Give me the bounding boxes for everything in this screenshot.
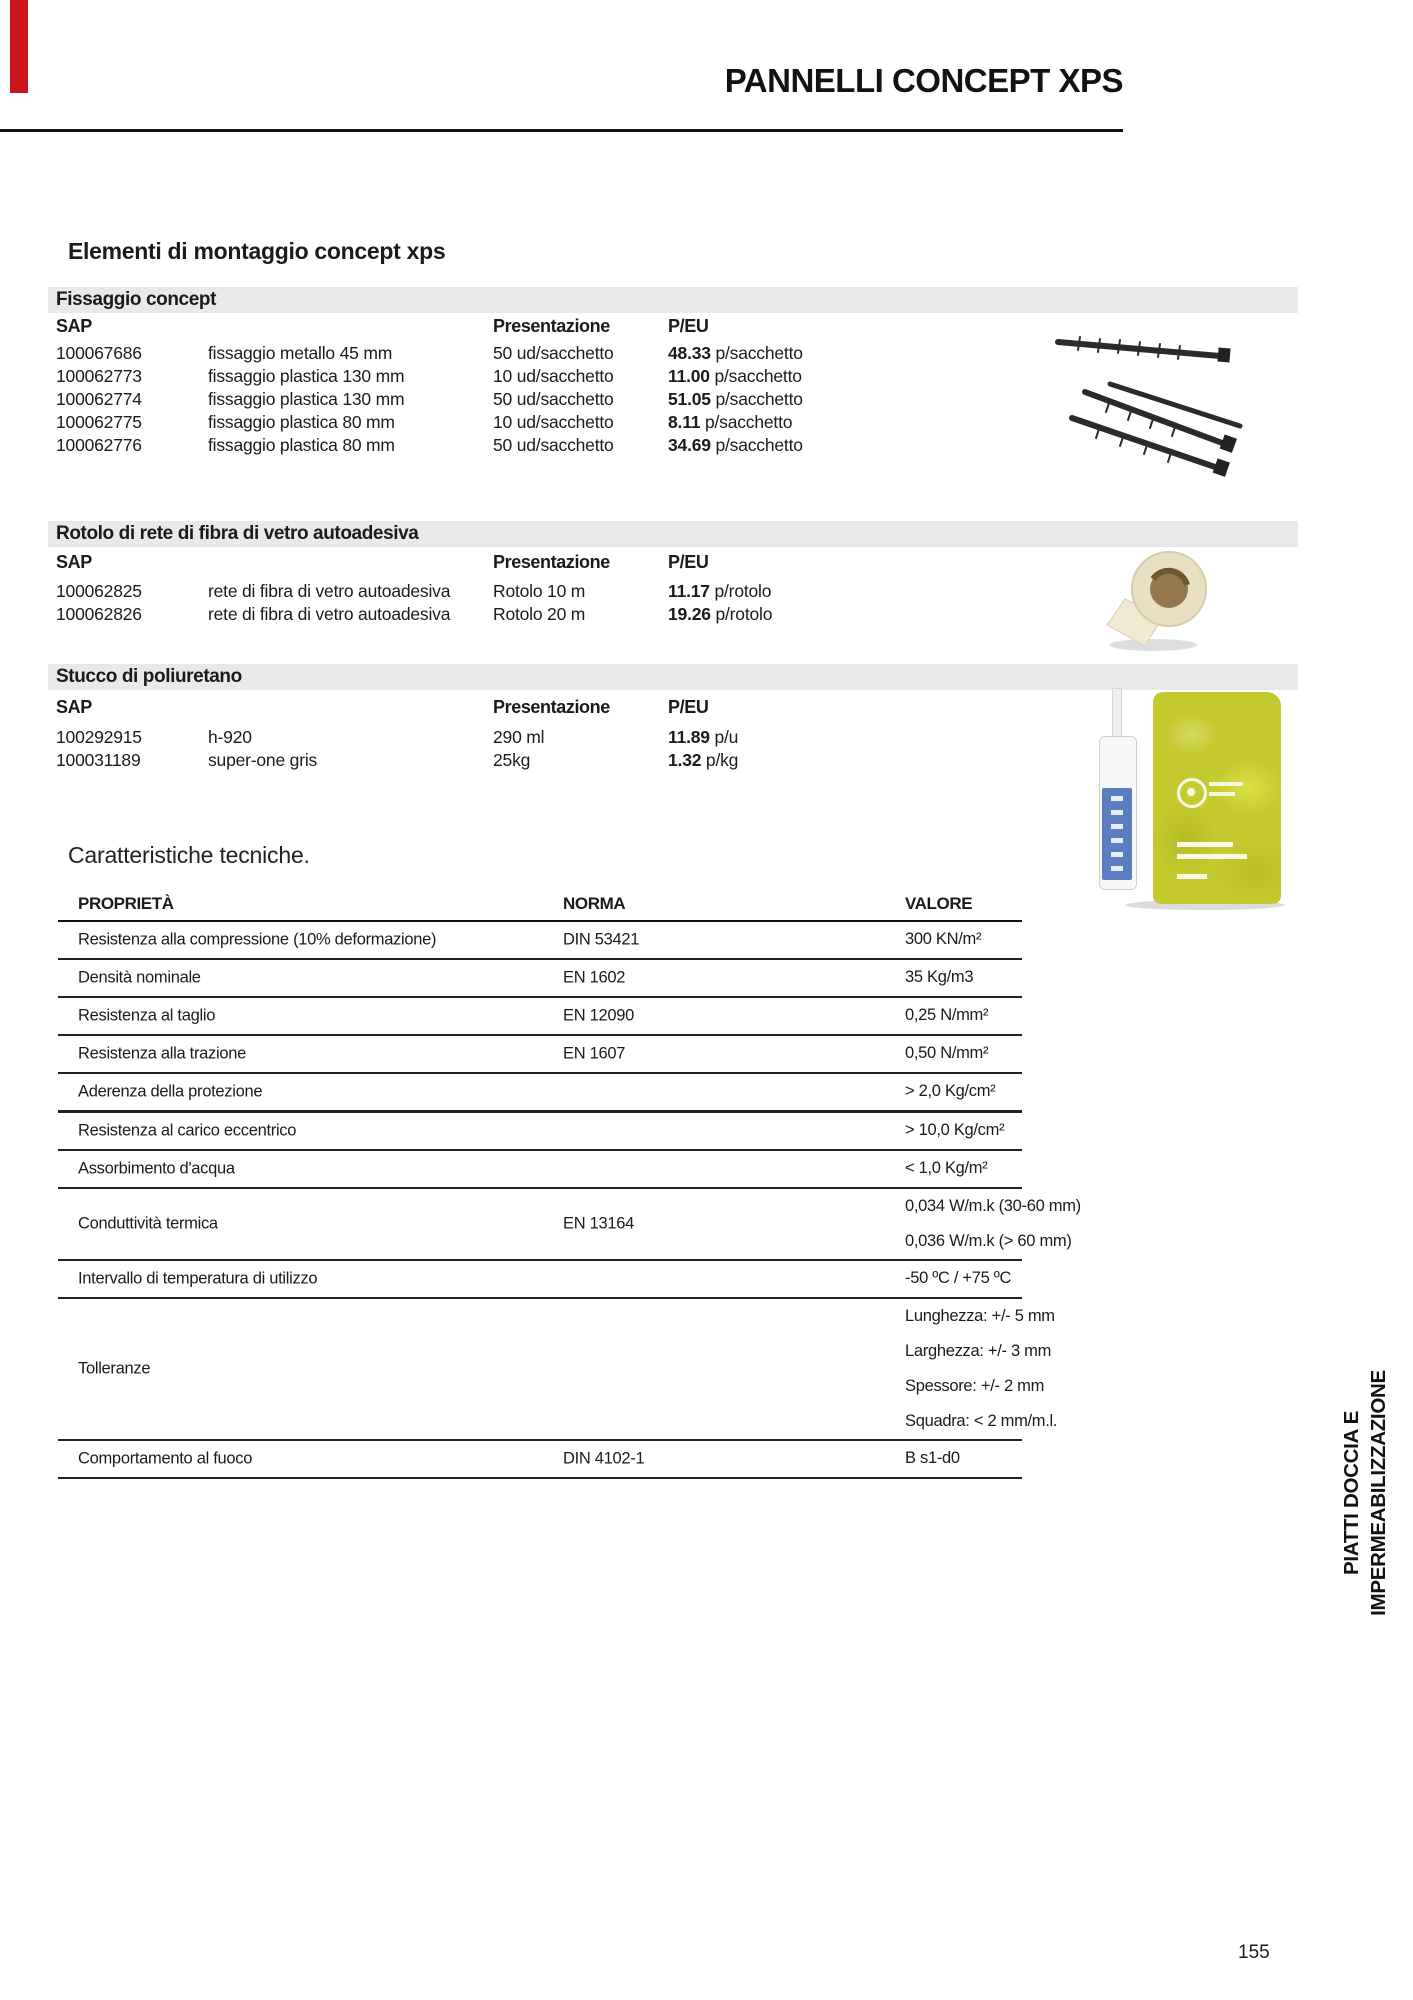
tech-row: [58, 1113, 1022, 1151]
col-sap: SAP: [56, 552, 92, 572]
sap-code: 100062773: [56, 366, 142, 386]
presentation: 10 ud/sacchetto: [493, 412, 614, 432]
presentation: 290 ml: [493, 727, 545, 747]
product-description: fissaggio plastica 130 mm: [208, 366, 405, 386]
tech-property: Resistenza alla trazione: [78, 1044, 246, 1063]
tech-value-line: Lunghezza: +/- 5 mm: [905, 1307, 1055, 1325]
tech-row: [58, 1151, 1022, 1189]
tech-value-line: > 2,0 Kg/cm²: [905, 1082, 996, 1100]
section-title-bar: [48, 287, 1298, 313]
section-title: Stucco di poliuretano: [56, 666, 242, 687]
presentation: 50 ud/sacchetto: [493, 435, 614, 455]
tech-value-line: 300 KN/m²: [905, 930, 982, 948]
sidebar-category-label: [1338, 1338, 1402, 1648]
tech-norm: EN 1607: [563, 1044, 626, 1063]
presentation: 10 ud/sacchetto: [493, 366, 614, 386]
section-title: Rotolo di rete di fibra di vetro autoadesiva: [56, 523, 419, 544]
tech-property: Densità nominale: [78, 968, 201, 987]
sap-code: 100062775: [56, 412, 142, 432]
title-rule: [0, 129, 1123, 132]
tech-property: Tolleranze: [78, 1359, 151, 1378]
tech-row: [58, 1299, 1058, 1441]
tech-row: [58, 960, 1022, 998]
tech-values: [905, 922, 1022, 957]
price: 1.32 p/kg: [668, 750, 739, 770]
price: 11.17 p/rotolo: [668, 581, 772, 601]
tech-property: Assorbimento d'acqua: [78, 1159, 235, 1178]
tech-norm: DIN 53421: [563, 930, 640, 949]
price: 34.69 p/sacchetto: [668, 435, 803, 455]
sidebar-line-2: IMPERMEABILIZZAZIONE: [1367, 1370, 1390, 1616]
sap-code: 100292915: [56, 727, 142, 747]
tech-heading: Caratteristiche tecniche.: [68, 842, 310, 868]
tech-value-line: 0,25 N/mm²: [905, 1006, 989, 1024]
tech-values: [905, 998, 1022, 1033]
section-title: Fissaggio concept: [56, 289, 217, 310]
tech-table-rows: [58, 922, 1081, 1479]
tech-value-line: Squadra: < 2 mm/m.l.: [905, 1412, 1058, 1430]
sealant-tube-label: [1102, 788, 1132, 880]
tech-value-line: 0,034 W/m.k (30-60 mm): [905, 1197, 1081, 1215]
main-heading: Elementi di montaggio concept xps: [68, 238, 446, 264]
mortar-bag: [1153, 692, 1281, 904]
presentation: 50 ud/sacchetto: [493, 343, 614, 363]
fiberglass-roll-photo: [1103, 543, 1223, 655]
tech-value-line: 35 Kg/m3: [905, 968, 974, 986]
tech-values: [905, 1074, 1022, 1109]
tech-property: Conduttività termica: [78, 1214, 218, 1233]
price: 19.26 p/rotolo: [668, 604, 773, 624]
sealant-tube-nozzle: [1112, 688, 1122, 740]
tech-table-header: [58, 890, 1022, 922]
tech-values: [905, 1036, 1022, 1071]
sap-code: 100067686: [56, 343, 142, 363]
col-norma: NORMA: [563, 894, 626, 913]
tech-property: Comportamento al fuoco: [78, 1449, 253, 1468]
col-presentation: Presentazione: [493, 697, 610, 717]
tech-values: [905, 1151, 1022, 1186]
tech-norm: EN 1602: [563, 968, 626, 987]
tech-row: [58, 1036, 1022, 1074]
tech-property: Resistenza alla compressione (10% deformazione): [78, 930, 437, 949]
sap-code: 100062774: [56, 389, 142, 409]
page-edge-red-marker: [10, 0, 28, 93]
product-description: rete di fibra di vetro autoadesiva: [208, 604, 451, 624]
tech-property: Intervallo di temperatura di utilizzo: [78, 1269, 318, 1288]
tech-norm: DIN 4102-1: [563, 1449, 645, 1468]
product-description: fissaggio metallo 45 mm: [208, 343, 393, 363]
col-presentation: Presentazione: [493, 316, 610, 336]
sap-code: 100031189: [56, 750, 141, 770]
product-description: super-one gris: [208, 750, 318, 770]
tech-values: [905, 960, 1022, 995]
sealant-tube-and-bag-photo: [1095, 688, 1295, 913]
col-price: P/EU: [668, 552, 709, 572]
tech-norm: EN 13164: [563, 1214, 634, 1233]
col-sap: SAP: [56, 316, 92, 336]
tech-values: [905, 1261, 1022, 1296]
tech-value-line: Spessore: +/- 2 mm: [905, 1377, 1045, 1395]
col-valore: VALORE: [905, 894, 973, 913]
page-number: 155: [1238, 1942, 1270, 1963]
bag-logo-icon: [1177, 778, 1207, 808]
tech-row: [58, 1189, 1081, 1261]
col-presentation: Presentazione: [493, 552, 610, 572]
tech-property: Resistenza al taglio: [78, 1006, 216, 1025]
sidebar-line-1: PIATTI DOCCIA E: [1340, 1410, 1363, 1576]
price: 8.11 p/sacchetto: [668, 412, 793, 432]
presentation: 25kg: [493, 750, 531, 770]
tech-values: [905, 1113, 1022, 1148]
tech-row: [58, 922, 1022, 960]
price: 48.33 p/sacchetto: [668, 343, 803, 363]
tech-value-line: B s1-d0: [905, 1449, 960, 1467]
price: 11.89 p/u: [668, 727, 739, 747]
tech-value-line: Larghezza: +/- 3 mm: [905, 1342, 1052, 1360]
presentation: 50 ud/sacchetto: [493, 389, 614, 409]
tech-value-line: -50 ºC / +75 ºC: [905, 1269, 1012, 1287]
tech-norm: EN 12090: [563, 1006, 634, 1025]
tech-row: [58, 1441, 1022, 1479]
tech-value-line: > 10,0 Kg/cm²: [905, 1121, 1005, 1139]
tech-property: Aderenza della protezione: [78, 1082, 263, 1101]
tech-value-line: < 1,0 Kg/m²: [905, 1159, 988, 1177]
page-title: PANNELLI CONCEPT XPS: [724, 62, 1123, 99]
col-proprieta: PROPRIETÀ: [78, 894, 174, 913]
col-sap: SAP: [56, 697, 92, 717]
tech-values: [905, 1189, 1081, 1259]
tech-row: [58, 1074, 1022, 1113]
tech-value-line: 0,036 W/m.k (> 60 mm): [905, 1232, 1072, 1250]
section-title-bar: [48, 664, 1298, 690]
price: 11.00 p/sacchetto: [668, 366, 802, 386]
product-description: fissaggio plastica 80 mm: [208, 435, 395, 455]
tech-row: [58, 1261, 1022, 1299]
col-price: P/EU: [668, 697, 709, 717]
product-description: rete di fibra di vetro autoadesiva: [208, 581, 451, 601]
price: 51.05 p/sacchetto: [668, 389, 803, 409]
product-description: fissaggio plastica 80 mm: [208, 412, 395, 432]
presentation: Rotolo 20 m: [493, 604, 586, 624]
tech-values: [905, 1299, 1058, 1439]
tech-values: [905, 1441, 1022, 1476]
tech-value-line: 0,50 N/mm²: [905, 1044, 989, 1062]
sap-code: 100062825: [56, 581, 142, 601]
tech-table: [58, 890, 1081, 1479]
screws-photo: [1040, 322, 1255, 482]
col-price: P/EU: [668, 316, 709, 336]
sap-code: 100062826: [56, 604, 142, 624]
tech-row: [58, 998, 1022, 1036]
product-description: h-920: [208, 727, 252, 747]
tech-property: Resistenza al carico eccentrico: [78, 1121, 297, 1140]
sap-code: 100062776: [56, 435, 142, 455]
product-description: fissaggio plastica 130 mm: [208, 389, 405, 409]
presentation: Rotolo 10 m: [493, 581, 586, 601]
